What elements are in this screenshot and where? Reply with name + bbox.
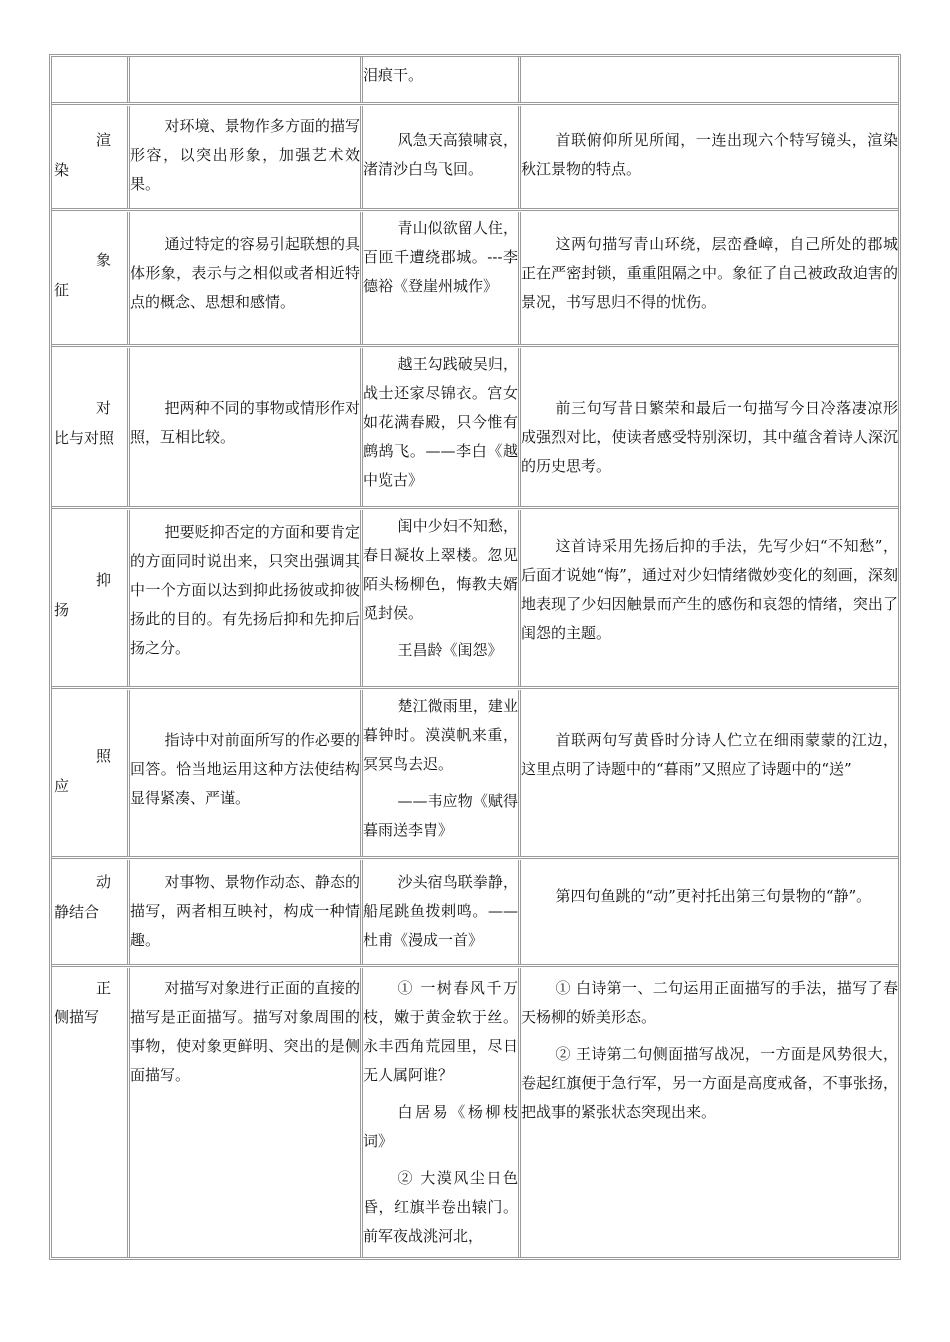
analysis-cell (521, 510, 898, 686)
term-cell (52, 212, 130, 344)
analysis-text: 这首诗采用先扬后抑的手法，先写少妇“不知愁”，后面才说她“悔”，通过对少妇情绪微妙变化的刻画，深刻地表现了少妇因触景而产生的感伤和哀怨的情绪，突出了闺怨的主题。 (521, 537, 898, 642)
definition-cell (130, 348, 363, 506)
term-part-b: 比与对照 (54, 429, 115, 447)
analysis-cell (521, 690, 898, 856)
definition-text: 通过特定的容易引起联想的具体形象，表示与之相似或者相近特点的概念、思想和感情。 (130, 235, 360, 311)
definition-cell (130, 690, 363, 856)
analysis-text: 首联俯仰所见所闻，一连出现六个特写镜头，渲染秋江景物的特点。 (521, 131, 898, 178)
table-row (52, 690, 898, 856)
example-text: 青山似欲留人住，百匝千遭绕郡城。---李德裕《登崖州城作》 (363, 219, 518, 295)
definition-text: 把要贬抑否定的方面和要肯定的方面同时说出来，只突出强调其中一个方面以达到抑此扬彼或抑彼扬此的目的。有先扬后抑和先抑后扬之分。 (130, 523, 360, 657)
term-part-b: 染 (54, 161, 70, 179)
term-part-a: 象 (96, 251, 112, 269)
term-cell (52, 57, 130, 102)
example-cell (363, 212, 521, 344)
example-text: 沙头宿鸟联拳静，船尾跳鱼拨剌鸣。——杜甫《漫成一首》 (363, 873, 518, 949)
definition-cell (130, 510, 363, 686)
analysis-text: 第四句鱼跳的“动”更衬托出第三句景物的“静”。 (555, 887, 872, 905)
definition-cell (130, 968, 363, 1257)
analysis-text: 前三句写昔日繁荣和最后一句描写今日冷落凄凉形成强烈对比，使读者感受特别深切，其中蕴含着诗人深沉的历史思考。 (521, 399, 898, 475)
term-part-a: 动 (96, 873, 112, 891)
definition-text: 对环境、景物作多方面的描写形容，以突出形象，加强艺术效果。 (130, 117, 360, 193)
example-text: 楚江微雨里，建业暮钟时。漠漠帆来重，冥冥鸟去迟。 (363, 697, 518, 773)
example-source: 白居易《杨柳枝词》 (363, 1103, 518, 1150)
term-part-a: 照 (96, 747, 112, 765)
term-part-a: 抑 (96, 571, 112, 589)
table-row (52, 57, 898, 102)
analysis-text: ① 白诗第一、二句运用正面描写的手法，描写了春天杨柳的娇美形态。 (521, 979, 898, 1026)
table-row (52, 212, 898, 344)
definition-cell (130, 212, 363, 344)
term-cell (52, 348, 130, 506)
example-text: 越王勾践破吴归，战士还家尽锦衣。宫女如花满春殿，只今惟有鹧鸪飞。——李白《越中览古》 (363, 355, 518, 489)
term-part-a: 正 (96, 979, 112, 997)
term-part-a: 渲 (96, 131, 112, 149)
term-cell (52, 510, 130, 686)
term-cell (52, 968, 130, 1257)
example-text: ② 大漠风尘日色昏，红旗半卷出辕门。前军夜战洮河北， (363, 1169, 518, 1245)
example-text: 闺中少妇不知愁，春日凝妆上翠楼。忽见陌头杨柳色，悔教夫婿觅封侯。 (363, 517, 518, 622)
poetry-technique-table (49, 54, 901, 1260)
term-cell (52, 690, 130, 856)
analysis-cell (521, 968, 898, 1257)
term-part-a: 对 (96, 399, 112, 417)
table-row (52, 348, 898, 506)
example-text: 风急天高猿啸哀，渚清沙白鸟飞回。 (363, 131, 518, 178)
table-row (52, 510, 898, 686)
analysis-text: 这两句描写青山环绕，层峦叠嶂，自己所处的郡城正在严密封锁，重重阻隔之中。象征了自己被政敌迫害的景况，书写思归不得的忧伤。 (521, 235, 898, 311)
definition-text: 对事物、景物作动态、静态的描写，两者相互映衬，构成一种情趣。 (130, 873, 360, 949)
definition-cell (130, 860, 363, 964)
example-text: 泪痕干。 (363, 66, 424, 84)
example-cell (363, 348, 521, 506)
analysis-text: 首联两句写黄昏时分诗人伫立在细雨蒙蒙的江边，这里点明了诗题中的“暮雨”又照应了诗题中的“送” (521, 731, 898, 778)
analysis-text: ② 王诗第二句侧面描写战况，一方面是风势很大，卷起红旗便于急行军，另一方面是高度戒备，不事张扬，把战事的紧张状态突现出来。 (521, 1045, 898, 1121)
term-cell (52, 106, 130, 208)
table-row (52, 106, 898, 208)
definition-cell (130, 57, 363, 102)
term-part-b: 应 (54, 777, 70, 795)
example-text: ① 一树春风千万枝，嫩于黄金软于丝。永丰西角荒园里，尽日无人属阿谁？ (363, 979, 518, 1084)
example-cell (363, 968, 521, 1257)
table-row (52, 860, 898, 964)
term-cell (52, 860, 130, 964)
term-part-b: 扬 (54, 601, 70, 619)
analysis-cell (521, 57, 898, 102)
example-source: 王昌龄《闺怨》 (397, 641, 503, 659)
table-row (52, 968, 898, 1257)
analysis-cell (521, 106, 898, 208)
example-source: ——韦应物《赋得暮雨送李胄》 (363, 792, 518, 839)
example-cell (363, 690, 521, 856)
term-part-b: 静结合 (54, 903, 100, 921)
definition-text: 指诗中对前面所写的作必要的回答。恰当地运用这种方法使结构显得紧凑、严谨。 (130, 731, 360, 807)
analysis-cell (521, 348, 898, 506)
analysis-cell (521, 860, 898, 964)
example-cell (363, 57, 521, 102)
analysis-cell (521, 212, 898, 344)
example-cell (363, 106, 521, 208)
example-cell (363, 860, 521, 964)
term-part-b: 侧描写 (54, 1008, 100, 1026)
example-cell (363, 510, 521, 686)
definition-cell (130, 106, 363, 208)
definition-text: 对描写对象进行正面的直接的描写是正面描写。描写对象周围的事物，使对象更鲜明、突出的是侧面描写。 (130, 979, 360, 1084)
definition-text: 把两种不同的事物或情形作对照，互相比较。 (130, 399, 360, 446)
term-part-b: 征 (54, 281, 70, 299)
